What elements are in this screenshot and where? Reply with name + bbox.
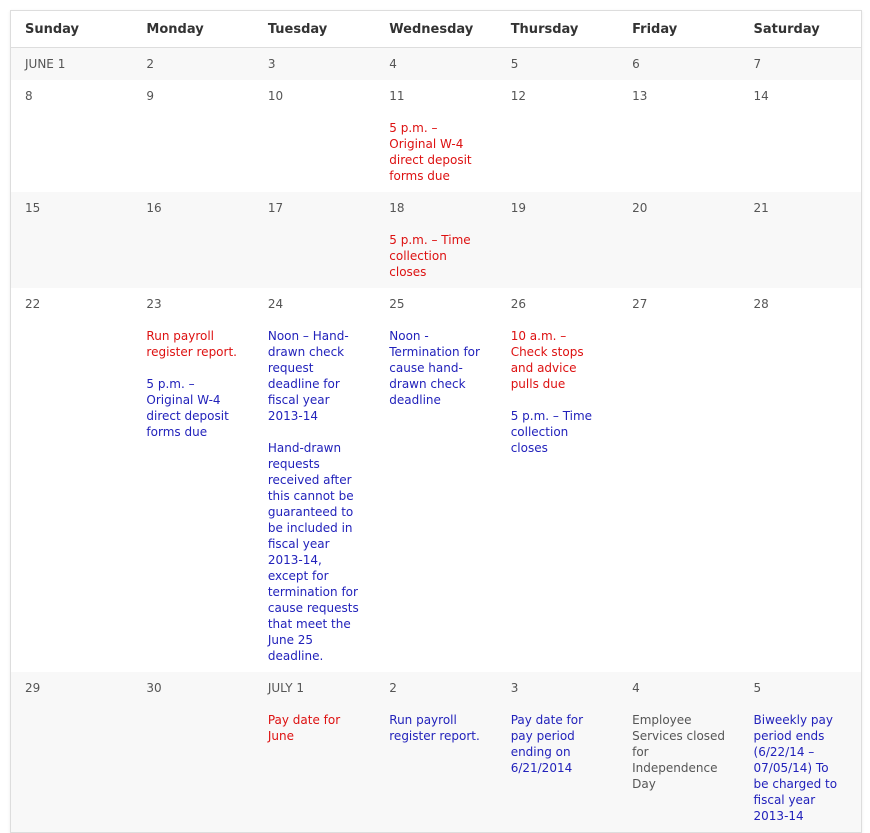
day-cell [11,672,132,832]
day-cell [740,80,861,192]
calendar-event: 5 p.m. – Original W-4 direct deposit forms due [389,121,472,183]
day-cell [375,672,496,832]
day-cell [11,48,132,81]
day-number: 11 [389,89,405,103]
calendar-event: 5 p.m. – Time collection closes [510,409,593,455]
calendar-container [10,10,862,833]
day-number: 16 [146,201,162,215]
day-cell [497,672,618,832]
calendar-event: 5 p.m. – Time collection closes [389,233,471,279]
header-tuesday: Tuesday [254,11,375,48]
day-number: 6 [632,57,640,71]
day-cell [740,192,861,288]
week-row [11,80,861,192]
day-number: 15 [25,201,41,215]
day-cell [618,48,739,81]
day-cell [497,48,618,81]
header-sunday: Sunday [11,11,132,48]
day-number: 23 [146,297,162,311]
day-number: 13 [632,89,648,103]
day-number: 21 [753,201,769,215]
day-number: 26 [510,297,526,311]
day-cell [375,192,496,288]
day-cell [740,672,861,832]
day-number: 8 [25,89,33,103]
day-cell [375,288,496,672]
day-cell [618,288,739,672]
day-number: 18 [389,201,405,215]
day-cell [254,48,375,81]
day-cell [497,288,618,672]
day-cell [132,288,253,672]
day-cell [375,80,496,192]
day-number: 22 [25,297,41,311]
day-cell [11,192,132,288]
day-cell [618,192,739,288]
calendar-event: Run payroll register report. [389,713,480,743]
header-friday: Friday [618,11,739,48]
day-number: 3 [510,681,519,695]
day-number: JUNE 1 [25,57,66,71]
day-number: 12 [510,89,526,103]
day-number: 5 [510,57,519,71]
week-row [11,672,861,832]
calendar-event: Pay date for pay period ending on 6/21/2014 [510,713,584,775]
day-cell [254,288,375,672]
day-cell [740,288,861,672]
day-number: 7 [753,57,762,71]
day-number: 10 [267,89,284,103]
calendar-event: Run payroll register report. [146,329,237,359]
day-number: 3 [267,57,276,71]
day-number: 20 [632,201,648,215]
day-number: 19 [510,201,526,215]
day-cell [132,672,253,832]
header-saturday: Saturday [740,11,861,48]
day-cell [254,80,375,192]
header-thursday: Thursday [497,11,618,48]
calendar-event: 10 a.m. – Check stops and advice pulls due [510,329,584,391]
day-number: 24 [267,297,284,311]
day-number: JULY 1 [267,681,305,695]
calendar-event: Employee Services closed for Independence Day [632,713,726,791]
calendar-event: Biweekly pay period ends (6/22/14 – 07/05/14) To be charged to fiscal year 2013-14 [753,713,838,823]
calendar-event: Pay date for June [267,713,341,743]
day-number: 17 [267,201,284,215]
calendar-table [11,11,861,832]
weekday-header-row [11,11,861,48]
header-wednesday: Wednesday [375,11,496,48]
day-cell [375,48,496,81]
day-number: 4 [632,681,640,695]
day-number: 5 [753,681,762,695]
week-row [11,48,861,81]
week-row [11,192,861,288]
day-number: 2 [146,57,155,71]
calendar-event: Hand-drawn requests received after this cannot be guaranteed to be included in fiscal year 2013-14, except for termination for cause requests that meet the June 25 deadline. [267,441,359,663]
day-cell [618,80,739,192]
day-number: 2 [389,681,397,695]
day-cell [254,672,375,832]
day-cell [740,48,861,81]
calendar-event: Noon - Termination for cause hand-drawn check deadline [389,329,480,407]
header-monday: Monday [132,11,253,48]
calendar-event: 5 p.m. – Original W-4 direct deposit forms due [146,377,229,439]
day-cell [132,80,253,192]
day-cell [497,80,618,192]
day-cell [11,80,132,192]
day-number: 29 [25,681,41,695]
day-cell [618,672,739,832]
day-cell [132,48,253,81]
day-cell [254,192,375,288]
day-number: 28 [753,297,769,311]
calendar-event: Noon – Hand-drawn check request deadline for fiscal year 2013-14 [267,329,349,423]
day-cell [11,288,132,672]
day-number: 9 [146,89,155,103]
day-cell [132,192,253,288]
day-number: 27 [632,297,648,311]
week-row [11,288,861,672]
day-number: 4 [389,57,397,71]
day-number: 25 [389,297,405,311]
day-number: 14 [753,89,769,103]
day-cell [497,192,618,288]
day-number: 30 [146,681,162,695]
